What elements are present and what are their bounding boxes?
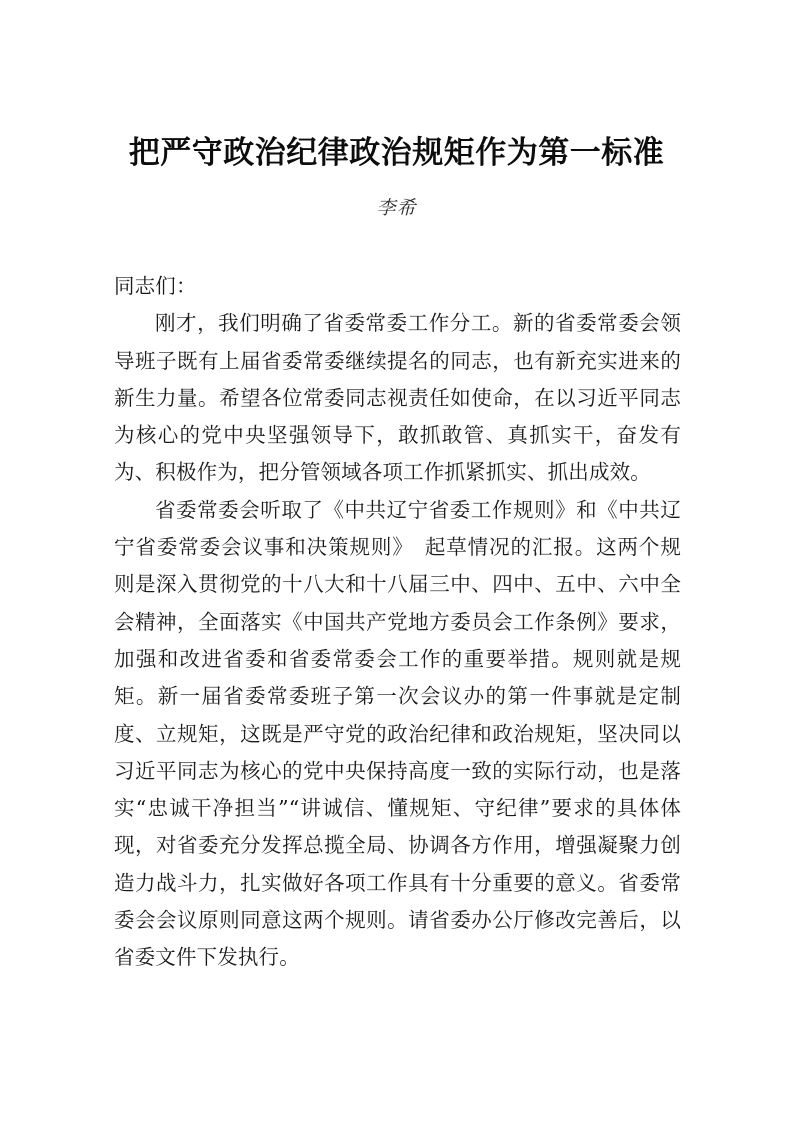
salutation-line: 同志们： (114, 274, 197, 298)
page-title: 把严守政治纪律政治规矩作为第一标准 (128, 135, 665, 171)
body-paragraph-1: 刚才，我们明确了省委常委工作分工。新的省委常委会领导班子既有上届省委常委继续提名的同志，也有新充实进来的新生力量。希望各位常委同志视责任如使命，在以习近平同志为核心的党中央坚强领导下，敢抓敢管、真抓实干，奋发有为、积极作为，把分管领域各项工作抓紧抓实、抓出成效。 (114, 311, 681, 485)
author-byline: 李希 (376, 197, 417, 219)
document-body (114, 268, 681, 977)
body-paragraph-2: 省委常委会听取了《中共辽宁省委工作规则》和《中共辽宁省委常委会议事和决策规则》 起草情况的汇报。这两个规则是深入贯彻党的十八大和十八届三中、四中、五中、六中全会精神，全面落实《中国共产党地方委员会工作条例》要求，加强和改进省委和省委常委会工作的重要举措。规则就是规矩。新一届省委常委班子第一次会议办的第一件事就是定制度、立规矩，这既是严守党的政治纪律和政治规矩，坚决同以习近平同志为核心的党中央保持高度一致的实际行动，也是落实“忠诚干净担当”“讲诚信、懂规矩、守纪律”要求的具体体现，对省委充分发挥总揽全局、协调各方作用，增强凝聚力创造力战斗力，扎实做好各项工作具有十分重要的意义。省委常委会会议原则同意这两个规则。请省委办公厅修改完善后，以省委文件下发执行。 (114, 497, 681, 970)
